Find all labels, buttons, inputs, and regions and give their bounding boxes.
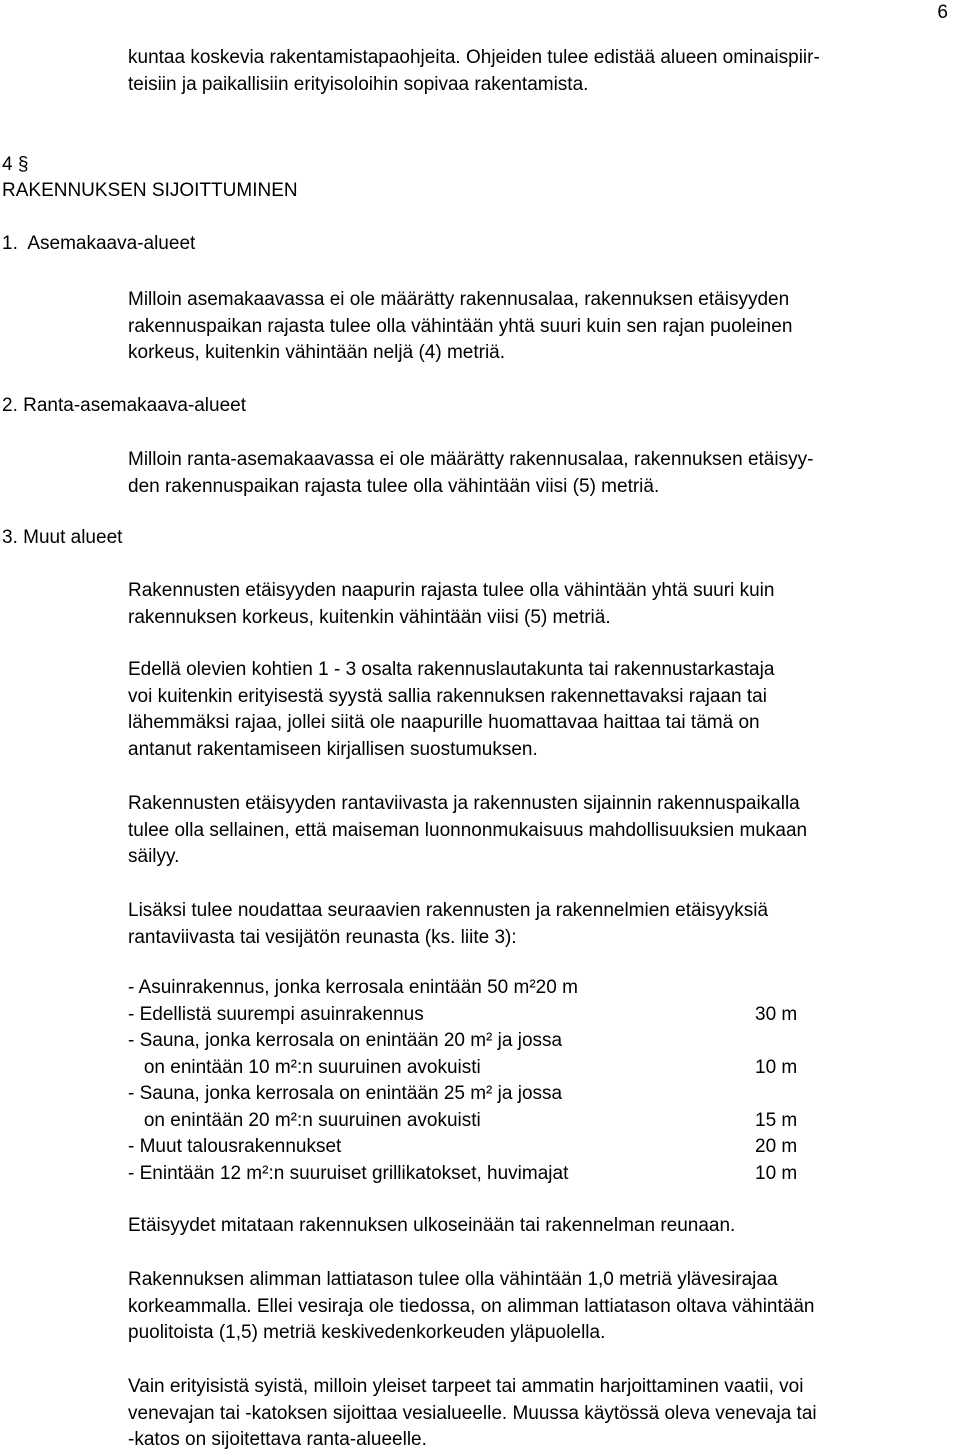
text-line: Edellä olevien kohtien 1 - 3 osalta rakennuslautakunta tai rakennustarkastaja: [128, 659, 775, 680]
distance-list-item: - Sauna, jonka kerrosala on enintään 20 m² ja jossa: [128, 1030, 563, 1051]
distance-list-item: - Enintään 12 m²:n suuruiset grillikatokset, huvimajat: [128, 1163, 569, 1184]
text-line: kuntaa koskevia rakentamistapaohjeita. Ohjeiden tulee edistää alueen ominaispiir-: [128, 47, 820, 68]
text-line: venevajan tai -katoksen sijoittaa vesialueelle. Muussa käytössä oleva venevaja tai: [128, 1402, 817, 1424]
distance-value: 10 m: [755, 1057, 798, 1078]
intro-paragraph: [128, 45, 956, 98]
section-number: 4 §: [2, 154, 29, 175]
distance-list-item: - Muut talousrakennukset: [128, 1136, 342, 1157]
floor-level-paragraph: [128, 1267, 956, 1347]
text-line: Milloin ranta-asemakaavassa ei ole määrätty rakennusalaa, rakennuksen etäisyy-: [128, 449, 814, 470]
subsection-heading-1: 1. Asemakaava-alueet: [2, 233, 196, 254]
distance-list-item: - Asuinrakennus, jonka kerrosala enintään 50 m²20 m: [128, 977, 578, 998]
text-line: Rakennuksen alimman lattiatason tulee olla vähintään 1,0 metriä ylävesirajaa: [128, 1269, 778, 1290]
page-number: 6: [937, 2, 948, 23]
text-line: rakennuspaikan rajasta tulee olla vähintään yhtä suuri kuin sen rajan puoleinen: [128, 315, 793, 337]
boathouse-paragraph: [128, 1374, 956, 1454]
text-line: voi kuitenkin erityisestä syystä sallia rakennuksen rakennettavaksi rajaan tai: [128, 685, 767, 707]
text-line: puolitoista (1,5) metriä keskivedenkorkeuden yläpuolella.: [128, 1322, 606, 1343]
distance-value: 15 m: [755, 1110, 798, 1131]
text-line: lähemmäksi rajaa, jollei siitä ole naapurille huomattavaa haittaa tai tämä on: [128, 712, 760, 733]
distance-list-item: - Sauna, jonka kerrosala on enintään 25 m² ja jossa: [128, 1083, 563, 1104]
subsection-heading-2: 2. Ranta-asemakaava-alueet: [2, 395, 246, 416]
text-line: säilyy.: [128, 846, 180, 867]
text-line: Etäisyydet mitataan rakennuksen ulkoseinään tai rakennelman reunaan.: [128, 1215, 736, 1236]
text-line: korkeus, kuitenkin vähintään neljä (4) metriä.: [128, 342, 506, 363]
text-line: Lisäksi tulee noudattaa seuraavien rakennusten ja rakennelmien etäisyyksiä: [128, 900, 769, 921]
text-line: den rakennuspaikan rajasta tulee olla vähintään viisi (5) metriä.: [128, 475, 660, 497]
distance-list-item: on enintään 20 m²:n suuruinen avokuisti: [128, 1110, 481, 1131]
distance-list-item: - Edellistä suurempi asuinrakennus: [128, 1004, 424, 1025]
section-title: RAKENNUKSEN SIJOITTUMINEN: [2, 180, 298, 201]
text-line: Rakennusten etäisyyden rantaviivasta ja rakennusten sijainnin rakennuspaikalla: [128, 793, 800, 814]
subsection-3-paragraph-3: [128, 791, 956, 871]
subsection-heading-3: 3. Muut alueet: [2, 527, 123, 548]
text-line: -katos on sijoitettava ranta-alueelle.: [128, 1429, 427, 1450]
text-line: teisiin ja paikallisiin erityisoloihin sopivaa rakentamista.: [128, 73, 589, 95]
text-line: antanut rakentamiseen kirjallisen suostumuksen.: [128, 738, 538, 760]
text-line: Vain erityisistä syistä, milloin yleiset tarpeet tai ammatin harjoittaminen vaatii, voi: [128, 1376, 804, 1397]
subsection-2-paragraph: [128, 447, 956, 500]
text-line: Milloin asemakaavassa ei ole määrätty rakennusalaa, rakennuksen etäisyyden: [128, 289, 790, 310]
subsection-3-paragraph-2: [128, 657, 956, 763]
text-line: korkeammalla. Ellei vesiraja ole tiedossa, on alimman lattiatason oltava vähintään: [128, 1295, 815, 1317]
measurement-paragraph: [128, 1213, 956, 1240]
distance-value: 30 m: [755, 1004, 798, 1025]
text-line: tulee olla sellainen, että maiseman luonnonmukaisuus mahdollisuuksien mukaan: [128, 819, 808, 841]
distance-list-item: on enintään 10 m²:n suuruinen avokuisti: [128, 1057, 481, 1078]
subsection-3-paragraph-4: [128, 898, 956, 951]
text-line: rakennuksen korkeus, kuitenkin vähintään viisi (5) metriä.: [128, 606, 611, 628]
subsection-3-paragraph-1: [128, 578, 956, 631]
subsection-1-paragraph: [128, 287, 956, 367]
distance-value: 10 m: [755, 1163, 798, 1184]
distance-value: 20 m: [755, 1136, 798, 1157]
text-line: Rakennusten etäisyyden naapurin rajasta tulee olla vähintään yhtä suuri kuin: [128, 580, 775, 601]
text-line: rantaviivasta tai vesijätön reunasta (ks. liite 3):: [128, 926, 517, 948]
